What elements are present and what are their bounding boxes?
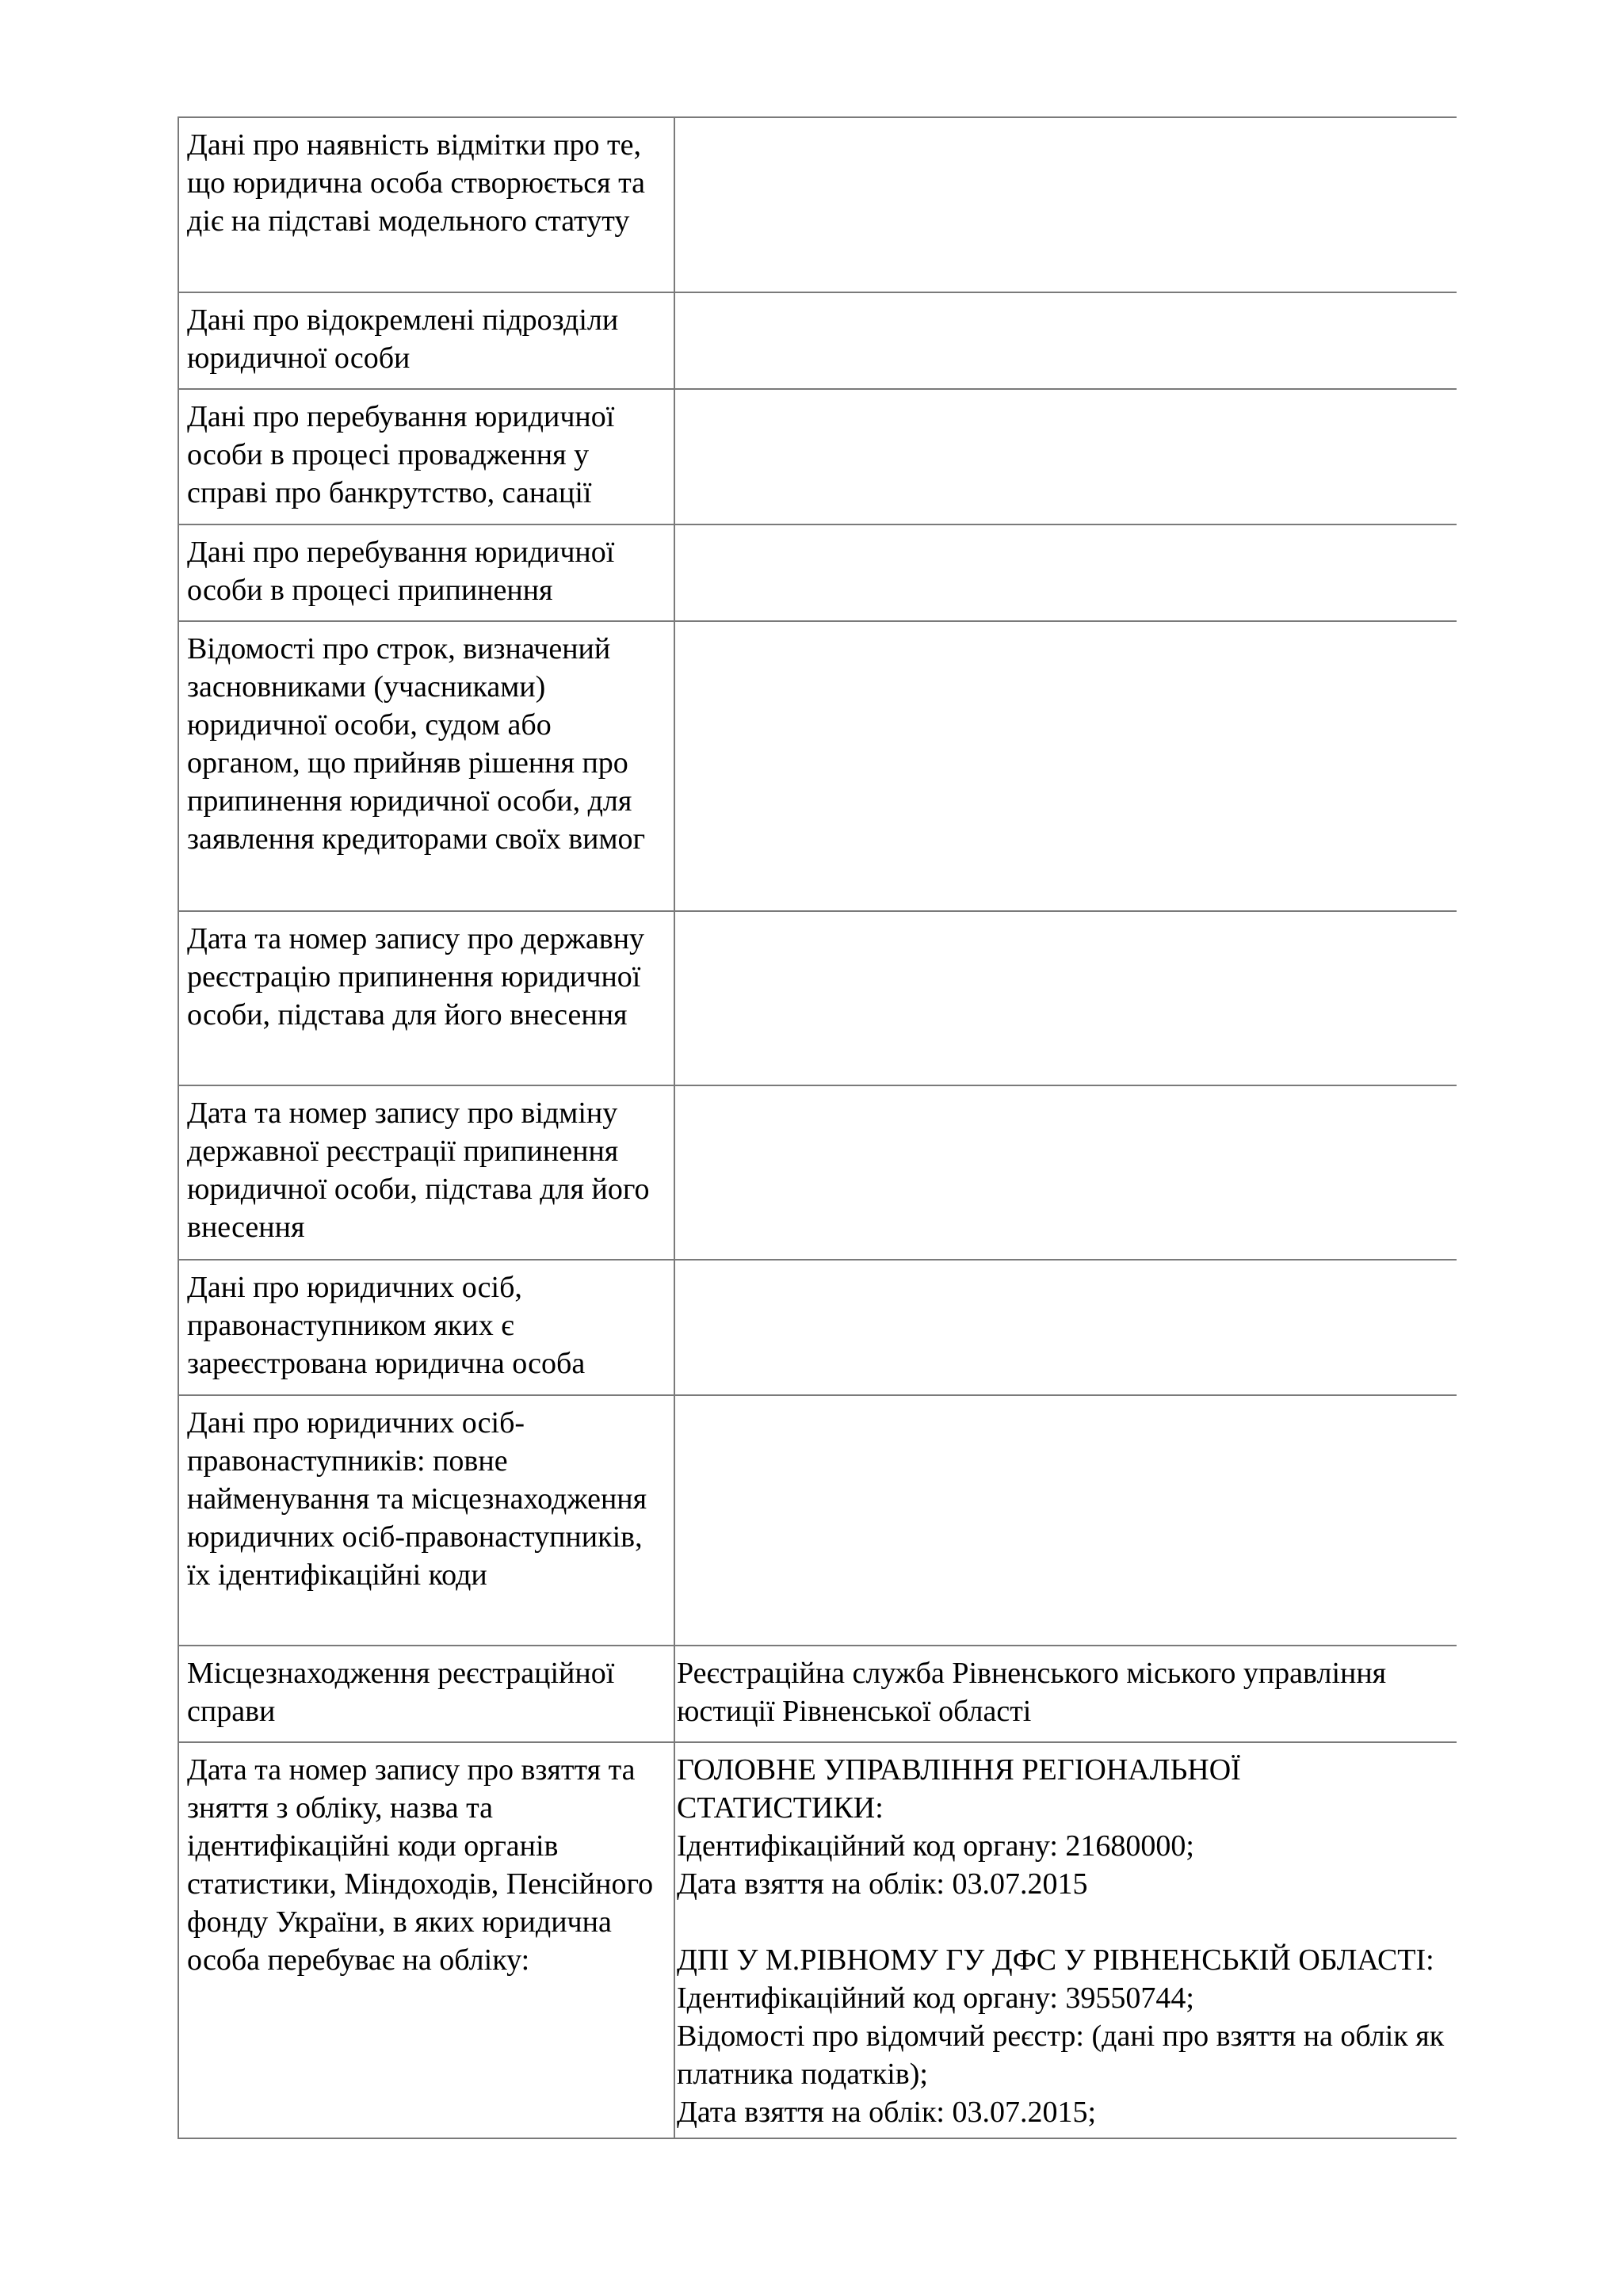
table-row [178,524,1457,621]
authority-name: ГОЛОВНЕ УПРАВЛІННЯ РЕГІОНАЛЬНОЇ СТАТИСТИКИ: [677,1753,1241,1825]
statistics-authority-block [677,1751,1450,1903]
authority-code: Ідентифікаційний код органу: 21680000; [677,1829,1194,1863]
row-value [674,911,1457,1085]
row-value [674,1395,1457,1646]
row-value [674,292,1457,389]
table-row [178,117,1457,292]
registry-info: Відомості про відомчий реєстр: (дані про взяття на облік як платника податків); [677,2019,1445,2091]
row-value [674,524,1457,621]
registration-date: Дата взяття на облік: 03.07.2015; [677,2096,1097,2129]
row-label: Місцезнаходження реєстраційної справи [178,1646,674,1742]
row-label: Дані про перебування юридичної особи в процесі провадження у справі про банкрутство, санації [178,389,674,524]
row-value [674,1260,1457,1395]
row-value [674,389,1457,524]
registry-extract-table [178,116,1457,2139]
table-row [178,1646,1457,1742]
table-row [178,911,1457,1085]
authority-code: Ідентифікаційний код органу: 39550744; [677,1981,1194,2015]
table-row [178,1742,1457,2138]
registration-date: Дата взяття на облік: 03.07.2015 [677,1867,1088,1901]
row-value [674,117,1457,292]
row-label: Дані про юридичних осіб-правонаступників: повне найменування та місцезнаходження юридичних осіб-правонаступників, їх ідентифікаційні коди [178,1395,674,1646]
row-label: Дані про юридичних осіб, правонаступником яких є зареєстрована юридична особа [178,1260,674,1395]
row-label: Дані про наявність відмітки про те, що юридична особа створюється та діє на підставі модельного статуту [178,117,674,292]
row-value: Реєстраційна служба Рівненського міського управління юстиції Рівненської області [674,1646,1457,1742]
row-label: Дата та номер запису про взяття та зняття з обліку, назва та ідентифікаційні коди органів статистики, Міндоходів, Пенсійного фонду України, в яких юридична особа перебуває на обліку: [178,1742,674,2138]
registration-authorities-cell [674,1742,1457,2138]
row-label: Дата та номер запису про відміну державної реєстрації припинення юридичної особи, підстава для його внесення [178,1085,674,1260]
row-label: Дані про відокремлені підрозділи юридичної особи [178,292,674,389]
table-row [178,621,1457,911]
row-label: Відомості про строк, визначений засновниками (учасниками) юридичної особи, судом або органом, що прийняв рішення про припинення юридичної особи, для заявлення кредиторами своїх вимог [178,621,674,911]
table-row [178,389,1457,524]
row-value [674,621,1457,911]
table-row [178,1085,1457,1260]
authority-name: ДПІ У М.РІВНОМУ ГУ ДФС У РІВНЕНСЬКІЙ ОБЛАСТІ: [677,1943,1434,1977]
table-row [178,292,1457,389]
row-value [674,1085,1457,1260]
tax-authority-block [677,1941,1450,2131]
table-row [178,1260,1457,1395]
row-label: Дані про перебування юридичної особи в процесі припинення [178,524,674,621]
row-label: Дата та номер запису про державну реєстрацію припинення юридичної особи, підстава для його внесення [178,911,674,1085]
table-row [178,1395,1457,1646]
